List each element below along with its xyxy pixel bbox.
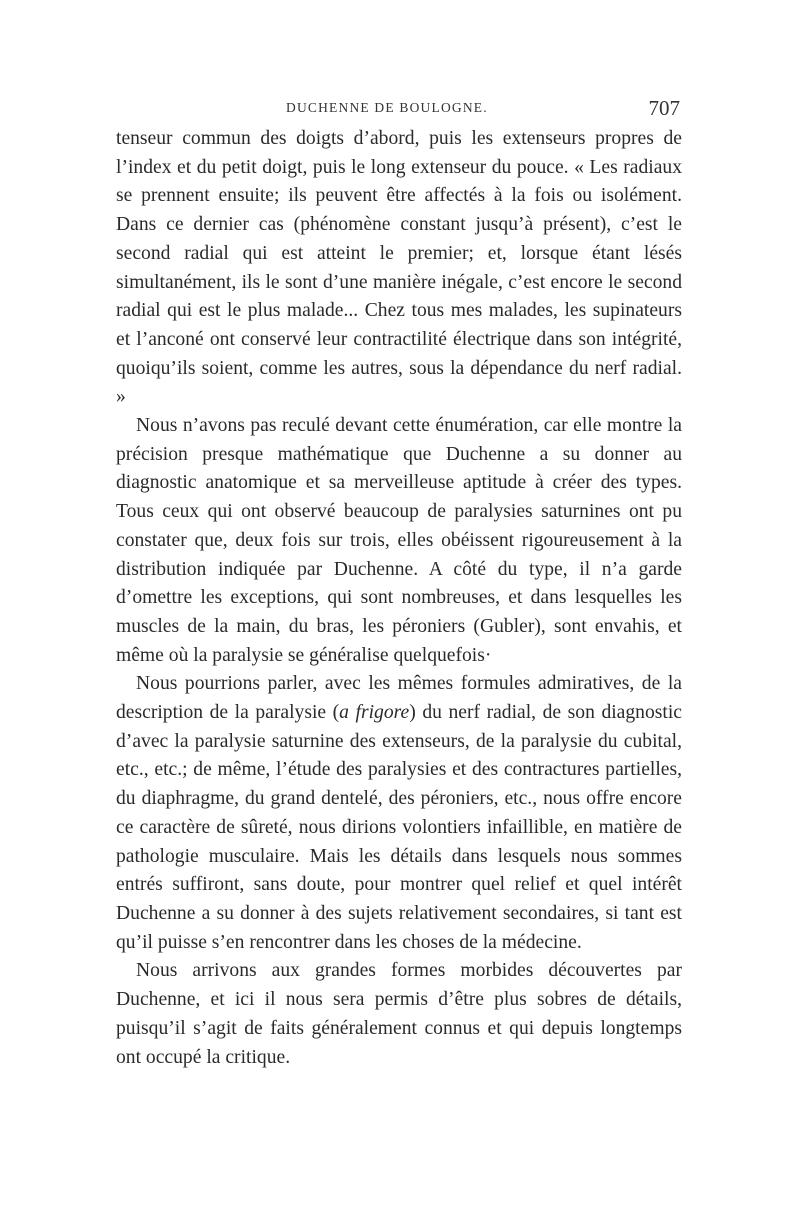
paragraph-3: [116, 670, 682, 957]
page-number: 707: [648, 96, 680, 120]
book-page: [116, 0, 682, 1215]
paragraph-2: Nous n’avons pas reculé devant cette énumération, car elle montre la précision presque mathématique que Duchenne a su donner au diagnostic anatomique et sa merveilleuse aptitude à créer des types. Tous ceux qui ont observé beaucoup de paralysies saturnines ont pu constater que, deux fois sur trois, elles obéissent rigoureusement à la distribution indiquée par Duchenne. A côté du type, il n’a garde d’omettre les exceptions, qui sont nombreuses, et dans lesquelles les muscles de la main, du bras, les péroniers (Gubler), sont envahis, et même où la paralysie se généralise quelquefois·: [116, 415, 682, 666]
body-text: [116, 125, 682, 1072]
running-head: [116, 96, 682, 120]
paragraph-1: tenseur commun des doigts d’abord, puis les extenseurs propres de l’index et du petit doigt, puis le long extenseur du pouce. « Les radiaux se prennent ensuite; ils peuvent être affectés à la fois ou isolément. Dans ce dernier cas (phénomène constant jusqu’à présent), c’est le second radial qui est atteint le premier; et, lorsque étant lésés simultanément, ils le sont d’une manière inégale, c’est encore le second radial qui est le plus malade... Chez tous mes malades, les supinateurs et l’anconé ont conservé leur contractilité électrique dans son intégrité, quoiqu’ils soient, comme les autres, sous la dépendance du nerf radial. »: [116, 128, 682, 408]
paragraph-4: Nous arrivons aux grandes formes morbides découvertes par Duchenne, et ici il nous sera permis d’être plus sobres de détails, puisqu’il s’agit de faits généralement connus et qui depuis longtemps ont occupé la critique.: [116, 960, 682, 1068]
running-title: DUCHENNE DE BOULOGNE.: [286, 100, 488, 115]
paragraph-3-italic: a frigore: [339, 702, 410, 724]
paragraph-3-text-before: Nous pourrions parler, avec les mêmes formules admiratives, de la description de la paralysie (: [116, 673, 682, 724]
paragraph-3-text-after: ) du nerf radial, de son diagnostic d’avec la paralysie saturnine des extenseurs, de la paralysie du cubital, etc., etc.; de même, l’étude des paralysies et des contractures partielles, du diaphragme, du grand dentelé, des péroniers, etc., nous offre encore ce caractère de sûreté, nous dirions volontiers infaillible, en matière de pathologie musculaire. Mais les détails dans lesquels nous sommes entrés suffiront, sans doute, pour montrer quel relief et quel intérêt Duchenne a su donner à des sujets relativement secondaires, si tant est qu’il puisse s’en rencontrer dans les choses de la médecine.: [116, 702, 682, 953]
